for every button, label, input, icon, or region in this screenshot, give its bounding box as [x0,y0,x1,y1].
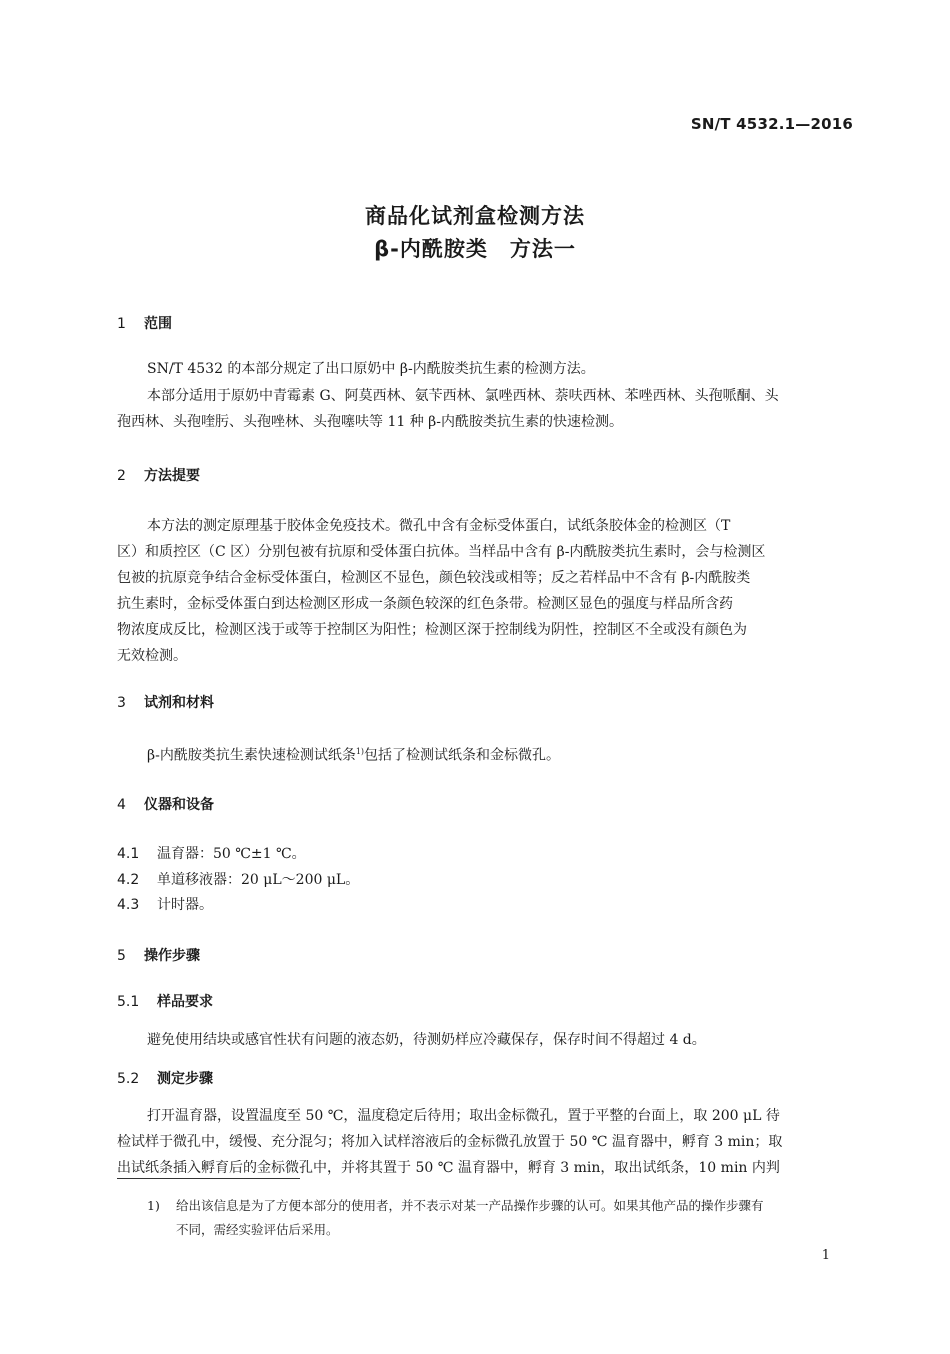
section-title: 样品要求 [157,994,213,1010]
item-number: 4.2 [117,872,140,888]
footnote-divider [117,1178,300,1179]
section-number: 2 [117,468,126,484]
item-number: 4.3 [117,897,140,913]
footnote-marker: 1) [147,1198,160,1213]
section-2-heading [117,465,200,485]
section-3-paragraph [147,739,560,769]
list-item [117,894,213,914]
section-2-line: 区）和质控区（C 区）分别包被有抗原和受体蛋白抗体。当样品中含有 β-内酰胺类抗生素时，会与检测区 [117,544,766,560]
page-number: 1 [821,1248,830,1263]
document-title-line1: 商品化试剂盒检测方法 [365,204,585,228]
footnote-line-1: 给出该信息是为了方便本部分的使用者，并不表示对某一产品操作步骤的认可。如果其他产品的操作步骤有 [176,1198,764,1213]
section-2-line: 抗生素时，金标受体蛋白到达检测区形成一条颜色较深的红色条带。检测区显色的强度与样品所含药 [117,596,733,612]
item-number: 4.1 [117,846,140,862]
section-2-line: 无效检测。 [117,648,187,664]
section-number: 5 [117,948,126,964]
section-number: 5.2 [117,1071,140,1087]
section-2-line: 物浓度成反比，检测区浅于或等于控制区为阳性；检测区深于控制线为阴性，控制区不全或没有颜色为 [117,622,747,638]
section-3-text-cont: 包括了检测试纸条和金标微孔。 [364,747,561,764]
section-5-2-line: 检试样于微孔中，缓慢、充分混匀；将加入试样溶液后的金标微孔放置于 50 ℃ 温育器中，孵育 3 min；取 [117,1134,783,1150]
section-title: 操作步骤 [144,948,200,964]
section-title: 仪器和设备 [144,797,214,813]
section-number: 3 [117,695,126,711]
section-5-1-heading [117,991,213,1011]
item-text: 单道移液器：20 μL～200 μL。 [157,872,360,888]
section-1-heading [117,313,172,333]
list-item [117,869,359,889]
section-5-2-line: 出试纸条插入孵育后的金标微孔中，并将其置于 50 ℃ 温育器中，孵育 3 min，取出试纸条，10 min 内判 [117,1160,780,1176]
section-1-paragraph-1: SN/T 4532 的本部分规定了出口原奶中 β-内酰胺类抗生素的检测方法。 [147,361,595,377]
item-text: 计时器。 [157,897,213,913]
section-title: 试剂和材料 [144,695,214,711]
section-title: 范围 [144,316,172,332]
section-3-heading [117,692,214,712]
standard-number: SN/T 4532.1—2016 [690,115,853,133]
section-title: 测定步骤 [157,1071,213,1087]
section-5-heading [117,945,200,965]
section-title: 方法提要 [144,468,200,484]
section-1-paragraph-2-line-2: 孢西林、头孢喹肟、头孢唑林、头孢噻呋等 11 种 β-内酰胺类抗生素的快速检测。 [117,414,623,430]
section-4-heading [117,794,214,814]
item-text: 温育器：50 ℃±1 ℃。 [157,846,306,862]
section-1-paragraph-2-line-1: 本部分适用于原奶中青霉素 G、阿莫西林、氨苄西林、氯唑西林、萘呋西林、苯唑西林、头孢哌酮、头 [147,388,779,404]
list-item [117,843,306,863]
section-number: 5.1 [117,994,140,1010]
document-title-line2: β-内酰胺类 方法一 [374,237,576,261]
section-number: 1 [117,316,126,332]
section-5-2-line: 打开温育器，设置温度至 50 ℃，温度稳定后待用；取出金标微孔，置于平整的台面上，取 200 μL 待 [147,1108,780,1124]
section-2-line: 包被的抗原竞争结合金标受体蛋白，检测区不显色，颜色较浅或相等；反之若样品中不含有 β-内酰胺类 [117,570,751,586]
section-2-line: 本方法的测定原理基于胶体金免疫技术。微孔中含有金标受体蛋白，试纸条胶体金的检测区（T [147,518,731,534]
section-number: 4 [117,797,126,813]
footnote-line-2: 不同，需经实验评估后采用。 [176,1222,339,1237]
section-5-1-paragraph: 避免使用结块或感官性状有问题的液态奶，待测奶样应冷藏保存，保存时间不得超过 4 d。 [147,1032,706,1048]
footnote-reference: 1) [355,747,365,756]
section-5-2-heading [117,1068,213,1088]
section-3-text: β-内酰胺类抗生素快速检测试纸条 [147,747,356,764]
